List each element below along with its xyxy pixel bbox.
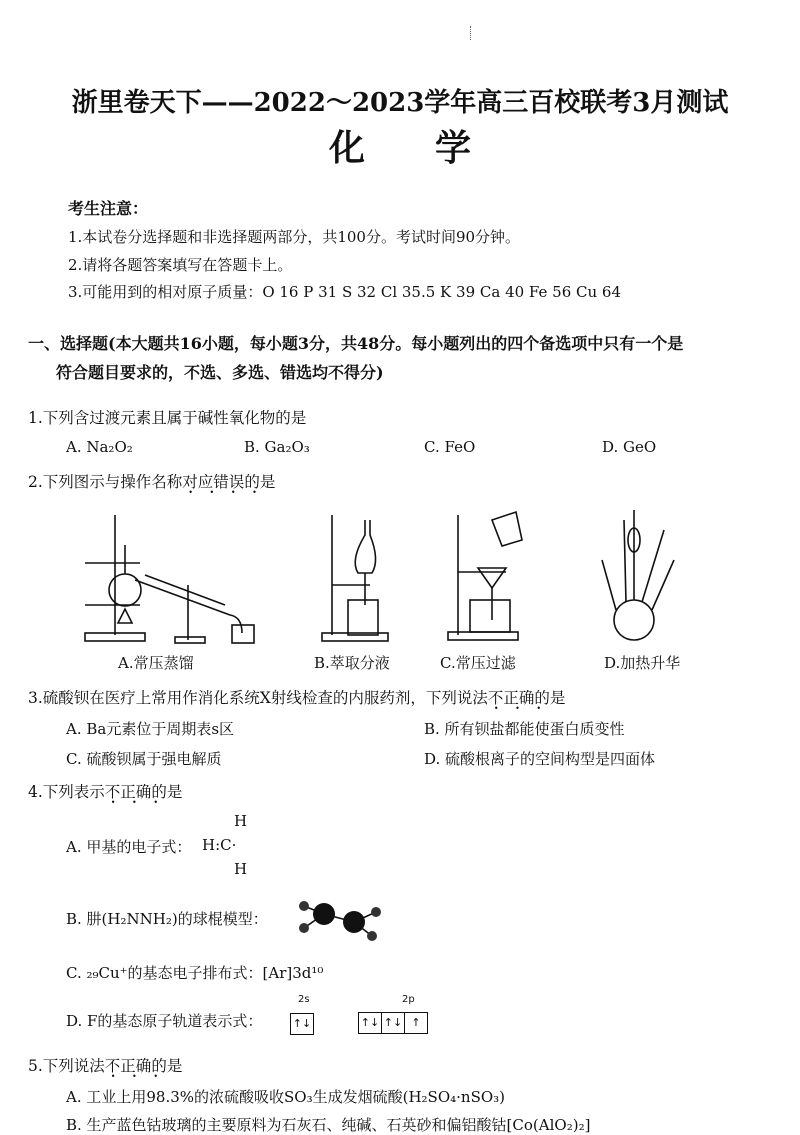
q5-option-a: A. 工业上用98.3%的浓硫酸吸收SO₃生成发烟硫酸(H₂SO₄·nSO₃) xyxy=(66,1088,506,1106)
q4-a-formula-bot: H xyxy=(234,860,248,878)
q3-option-a: A. Ba元素位于周期表s区 xyxy=(66,720,235,738)
q3-stem-post: 的是 xyxy=(534,689,566,707)
q4-option-a: A. 甲基的电子式： xyxy=(66,838,192,856)
q1-option-d: D. GeO xyxy=(602,438,657,456)
orbital-box-2p-2: ↑↓ xyxy=(382,1012,405,1034)
question-4-stem xyxy=(28,780,182,802)
q2-stem-emphasis: 对应错误 • • • • xyxy=(182,473,244,491)
q4-option-c: C. ₂₉Cu⁺的基态电子排布式：[Ar]3d¹⁰ xyxy=(66,964,324,982)
orbital-2p-label: 2p xyxy=(402,994,415,1005)
q4-stem-pre: 4.下列表示 xyxy=(28,783,105,801)
q5-stem-pre: 5.下列说法 xyxy=(28,1057,105,1075)
subject-title: 化学 xyxy=(328,127,541,169)
section-heading-line1: 一、选择题(本大题共16小题，每小题3分，共48分。每小题列出的四个备选项中只有一个是 xyxy=(28,334,684,353)
exam-title: 浙里卷天下——2022～2023学年高三百校联考3月测试 xyxy=(71,88,729,118)
q4-a-formula-mid: H:C· xyxy=(202,836,237,854)
q2-caption-c: C.常压过滤 xyxy=(440,654,516,672)
distillation-apparatus-illustration xyxy=(70,505,270,650)
q1-option-a: A. Na₂O₂ xyxy=(66,438,133,456)
q3-option-d: D. 硫酸根离子的空间构型是四面体 xyxy=(424,750,656,768)
q5-option-b: B. 生产蓝色钴玻璃的主要原料为石灰石、纯碱、石英砂和偏铝酸钴[Co(AlO₂)₂] xyxy=(66,1116,591,1134)
orbital-2p-boxes xyxy=(358,1012,428,1034)
q3-stem-pre: 3.硫酸钡在医疗上常用作消化系统X射线检查的内服药剂，下列说法 xyxy=(28,689,488,707)
section-heading-line2: 符合题目要求的，不选、多选、错选均不得分) xyxy=(56,363,384,382)
filtration-apparatus-illustration xyxy=(446,510,526,650)
orbital-2s-label: 2s xyxy=(298,994,310,1005)
sublimation-apparatus-illustration xyxy=(594,500,684,648)
question-5-stem xyxy=(28,1054,182,1076)
q4-a-formula-top: H xyxy=(234,812,248,830)
q3-option-b: B. 所有钡盐都能使蛋白质变性 xyxy=(424,720,625,738)
orbital-box-2s: ↑↓ xyxy=(290,1013,314,1035)
q2-caption-a: A.常压蒸馏 xyxy=(118,654,194,672)
page-crease-mark xyxy=(470,26,472,40)
q4-stem-post: 的是 xyxy=(151,783,183,801)
q3-option-c: C. 硫酸钡属于强电解质 xyxy=(66,750,222,768)
question-2-stem xyxy=(28,470,275,492)
q5-stem-emphasis: 不正确 • • • xyxy=(105,1057,152,1075)
separatory-funnel-illustration xyxy=(320,505,400,650)
question-3-stem xyxy=(28,686,565,708)
q2-stem-post: 的是 xyxy=(244,473,276,491)
question-1-stem: 1.下列含过渡元素且属于碱性氧化物的是 xyxy=(28,409,307,427)
q4-option-b: B. 肼(H₂NNH₂)的球棍模型： xyxy=(66,910,268,928)
notice-item-2: 2.请将各题答案填写在答题卡上。 xyxy=(68,256,293,274)
q5-stem-post: 的是 xyxy=(151,1057,183,1075)
orbital-box-2p-1: ↑↓ xyxy=(358,1012,382,1034)
q1-option-b: B. Ga₂O₃ xyxy=(244,438,310,456)
hydrazine-ball-stick-model xyxy=(296,898,386,942)
notice-item-3: 3.可能用到的相对原子质量：O 16 P 31 S 32 Cl 35.5 K 39 Ca 40 Fe 56 Cu 64 xyxy=(68,283,622,301)
q4-option-d: D. F的基态原子轨道表示式： xyxy=(66,1012,263,1030)
notice-heading: 考生注意： xyxy=(68,199,149,218)
q2-caption-b: B.萃取分液 xyxy=(314,654,390,672)
q2-stem-pre: 2.下列图示与操作名称 xyxy=(28,473,183,491)
q2-caption-d: D.加热升华 xyxy=(604,654,681,672)
orbital-box-2p-3: ↑ xyxy=(405,1012,428,1034)
q4-stem-emphasis: 不正确 • • • xyxy=(105,783,152,801)
orbital-2s-box xyxy=(290,1012,314,1035)
q3-stem-emphasis: 不正确 • • • xyxy=(488,689,535,707)
notice-item-1: 1.本试卷分选择题和非选择题两部分，共100分。考试时间90分钟。 xyxy=(68,228,521,246)
q1-option-c: C. FeO xyxy=(424,438,476,456)
